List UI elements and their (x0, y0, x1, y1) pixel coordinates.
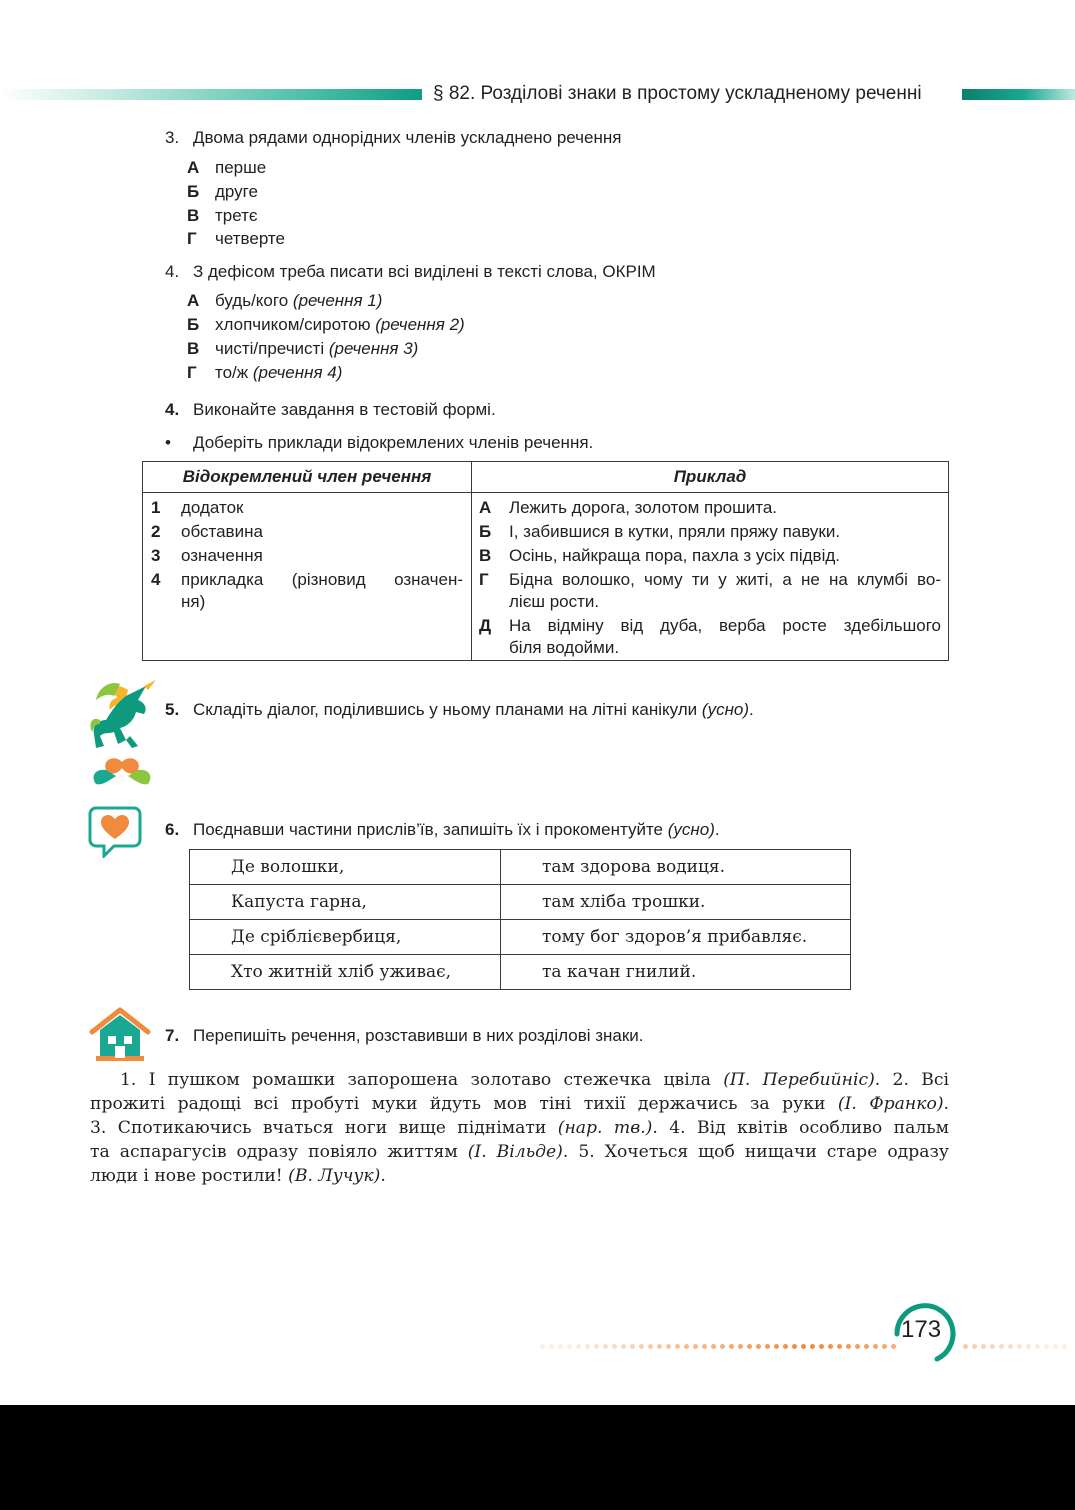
section-title: § 82. Розділові знаки в простому ускладненому реченні (433, 83, 922, 104)
decor-dot (846, 1344, 851, 1349)
question-3 (165, 126, 621, 150)
decor-dot (540, 1344, 545, 1349)
task-4 (165, 398, 496, 422)
decor-dot (675, 1344, 680, 1349)
task-text: Виконайте завдання в тестовій формі. (193, 400, 496, 419)
header-rule-right (962, 89, 1075, 100)
decor-dot (1044, 1344, 1049, 1349)
task-7 (165, 1024, 644, 1048)
decor-dot (801, 1344, 806, 1349)
decor-dot (999, 1344, 1004, 1349)
page-number: 173 (901, 1316, 942, 1343)
task-6: 6. Поєднавши частини прислів’їв, запишіть їх і прокоментуйте (усно). (165, 818, 720, 842)
decor-dot (828, 1344, 833, 1349)
decor-dot (567, 1344, 572, 1349)
task-text: Перепишіть речення, розставивши в них розділові знаки. (193, 1026, 644, 1045)
task-5: 5. Складіть діалог, поділившись у ньому планами на літні канікули (усно). (165, 698, 754, 722)
decor-dot (891, 1344, 896, 1349)
decor-dot (1026, 1344, 1031, 1349)
exercise-line: 3. Спотикаючись вчаться ноги вище піднімати (нар. тв.). 4. Від квітів особливо пальм (90, 1118, 949, 1138)
decor-dot (990, 1344, 995, 1349)
task-text: Складіть діалог, поділившись у ньому планами на літні канікули (193, 700, 698, 719)
decor-dot (558, 1344, 563, 1349)
proverbs-table (189, 849, 851, 990)
decor-dot (603, 1344, 608, 1349)
heart-speech-icon (88, 806, 142, 858)
home-icon (88, 1006, 152, 1062)
decor-dot (963, 1344, 968, 1349)
task-text: Поєднавши частини прислів’їв, запишіть їх і прокоментуйте (193, 820, 663, 839)
decor-dot (864, 1344, 869, 1349)
decor-dot (612, 1344, 617, 1349)
decor-dot (855, 1344, 860, 1349)
decor-dot (594, 1344, 599, 1349)
bullet: • (165, 433, 171, 452)
exercise-line: прожиті радощі всі пробуті муки йдуть мов тіні тихії держачись за руки (І. Франко). (90, 1094, 949, 1114)
question-number: 3. (165, 128, 180, 147)
q4-option-a: А будь/кого (речення 1) (187, 291, 383, 310)
exercise-line: та аспарагусів одразу повіяло життям (І. Вільде). 5. Хочеться щоб нищачи старе одразу (90, 1142, 949, 1162)
decor-dot (738, 1344, 743, 1349)
table-header-rule (143, 492, 948, 493)
task-note: (усно) (667, 820, 715, 839)
decor-dot (774, 1344, 779, 1349)
q3-option-a: А перше (187, 158, 267, 177)
q4-option-c: В чисті/пречисті (речення 3) (187, 339, 419, 358)
matching-table: Відокремлений член речення Приклад 1 додаток 2 обставина 3 означення 4 прикладка (різновид означен- ня) А Лежить дорога, золотом прошита. Б І, забившися в кутки, пряли пряжу павуки. В Осінь, найкраща пора, пахла з усіх підвід. Г Бідна волошко, чому ти у житі, а не на клумбі во- лієш рости. Д На відміну від дуба, верба росте здебільшого біля водойми. (142, 461, 949, 661)
decor-dot (873, 1344, 878, 1349)
question-text: Двома рядами однорідних членів ускладнено речення (193, 128, 622, 147)
decor-dot (702, 1344, 707, 1349)
decor-dot (837, 1344, 842, 1349)
task-4-bullet (165, 431, 593, 455)
decor-dot (585, 1344, 590, 1349)
decor-dot (711, 1344, 716, 1349)
decor-dot (549, 1344, 554, 1349)
decor-dot (657, 1344, 662, 1349)
decor-dot (747, 1344, 752, 1349)
decor-dot (972, 1344, 977, 1349)
decor-dot (1053, 1344, 1058, 1349)
table-row: Де сріблієвербиця, тому бог здоров’я прибавляє. (190, 920, 851, 955)
decor-dot (756, 1344, 761, 1349)
decor-dot (1035, 1344, 1040, 1349)
screen-bottom-bar (0, 1405, 1075, 1510)
question-4 (165, 260, 656, 284)
task-number: 6. (165, 820, 180, 839)
q4-option-d: Г то/ж (речення 4) (187, 363, 343, 382)
decor-dot (639, 1344, 644, 1349)
table-header-example: Приклад (673, 467, 747, 486)
decor-dot (648, 1344, 653, 1349)
table-row: Капуста гарна, там хліба трошки. (190, 885, 851, 920)
task-number: 5. (165, 700, 180, 719)
q3-option-b: Б друге (187, 182, 258, 201)
task-number: 7. (165, 1026, 180, 1045)
q3-option-c: В третє (187, 206, 258, 225)
exercise-line: люди і нове ростили! (В. Лучук). (90, 1166, 386, 1186)
exercise-line: 1. І пушком ромашки запорошена золотаво стежечка цвіла (П. Перебийніс). 2. Всі (120, 1070, 950, 1090)
decor-dot (1008, 1344, 1013, 1349)
table-row: Хто житній хліб уживає, та качан гнилий. (190, 955, 851, 990)
decor-dot (1062, 1344, 1067, 1349)
task-note: (усно) (701, 700, 750, 719)
task-number: 4. (165, 400, 180, 419)
decor-dot (810, 1344, 815, 1349)
unicorn-icon (86, 680, 158, 795)
decor-dot (729, 1344, 734, 1349)
decor-dot (720, 1344, 725, 1349)
header-rule-left (0, 89, 422, 100)
question-number: 4. (165, 262, 180, 281)
decor-dot (666, 1344, 671, 1349)
q3-option-d: Г четверте (187, 229, 285, 248)
decor-dot (693, 1344, 698, 1349)
exercise-text (90, 1068, 949, 1188)
decor-dot (783, 1344, 788, 1349)
decor-dot (981, 1344, 986, 1349)
decor-dot (819, 1344, 824, 1349)
bullet-text: Доберіть приклади відокремлених членів речення. (193, 433, 594, 452)
decor-dot (630, 1344, 635, 1349)
q4-option-b: Б хлопчиком/сиротою (речення 2) (187, 315, 465, 334)
decor-dot (882, 1344, 887, 1349)
decor-dot (684, 1344, 689, 1349)
decor-dot (1017, 1344, 1022, 1349)
decor-dot (576, 1344, 581, 1349)
decor-dot (621, 1344, 626, 1349)
decor-dot (792, 1344, 797, 1349)
question-text: З дефісом треба писати всі виділені в тексті слова, ОКРІМ (193, 262, 656, 281)
decor-dot (765, 1344, 770, 1349)
table-header-term: Відокремлений член речення (182, 467, 432, 486)
table-row: Де волошки, там здорова водиця. (190, 850, 851, 885)
